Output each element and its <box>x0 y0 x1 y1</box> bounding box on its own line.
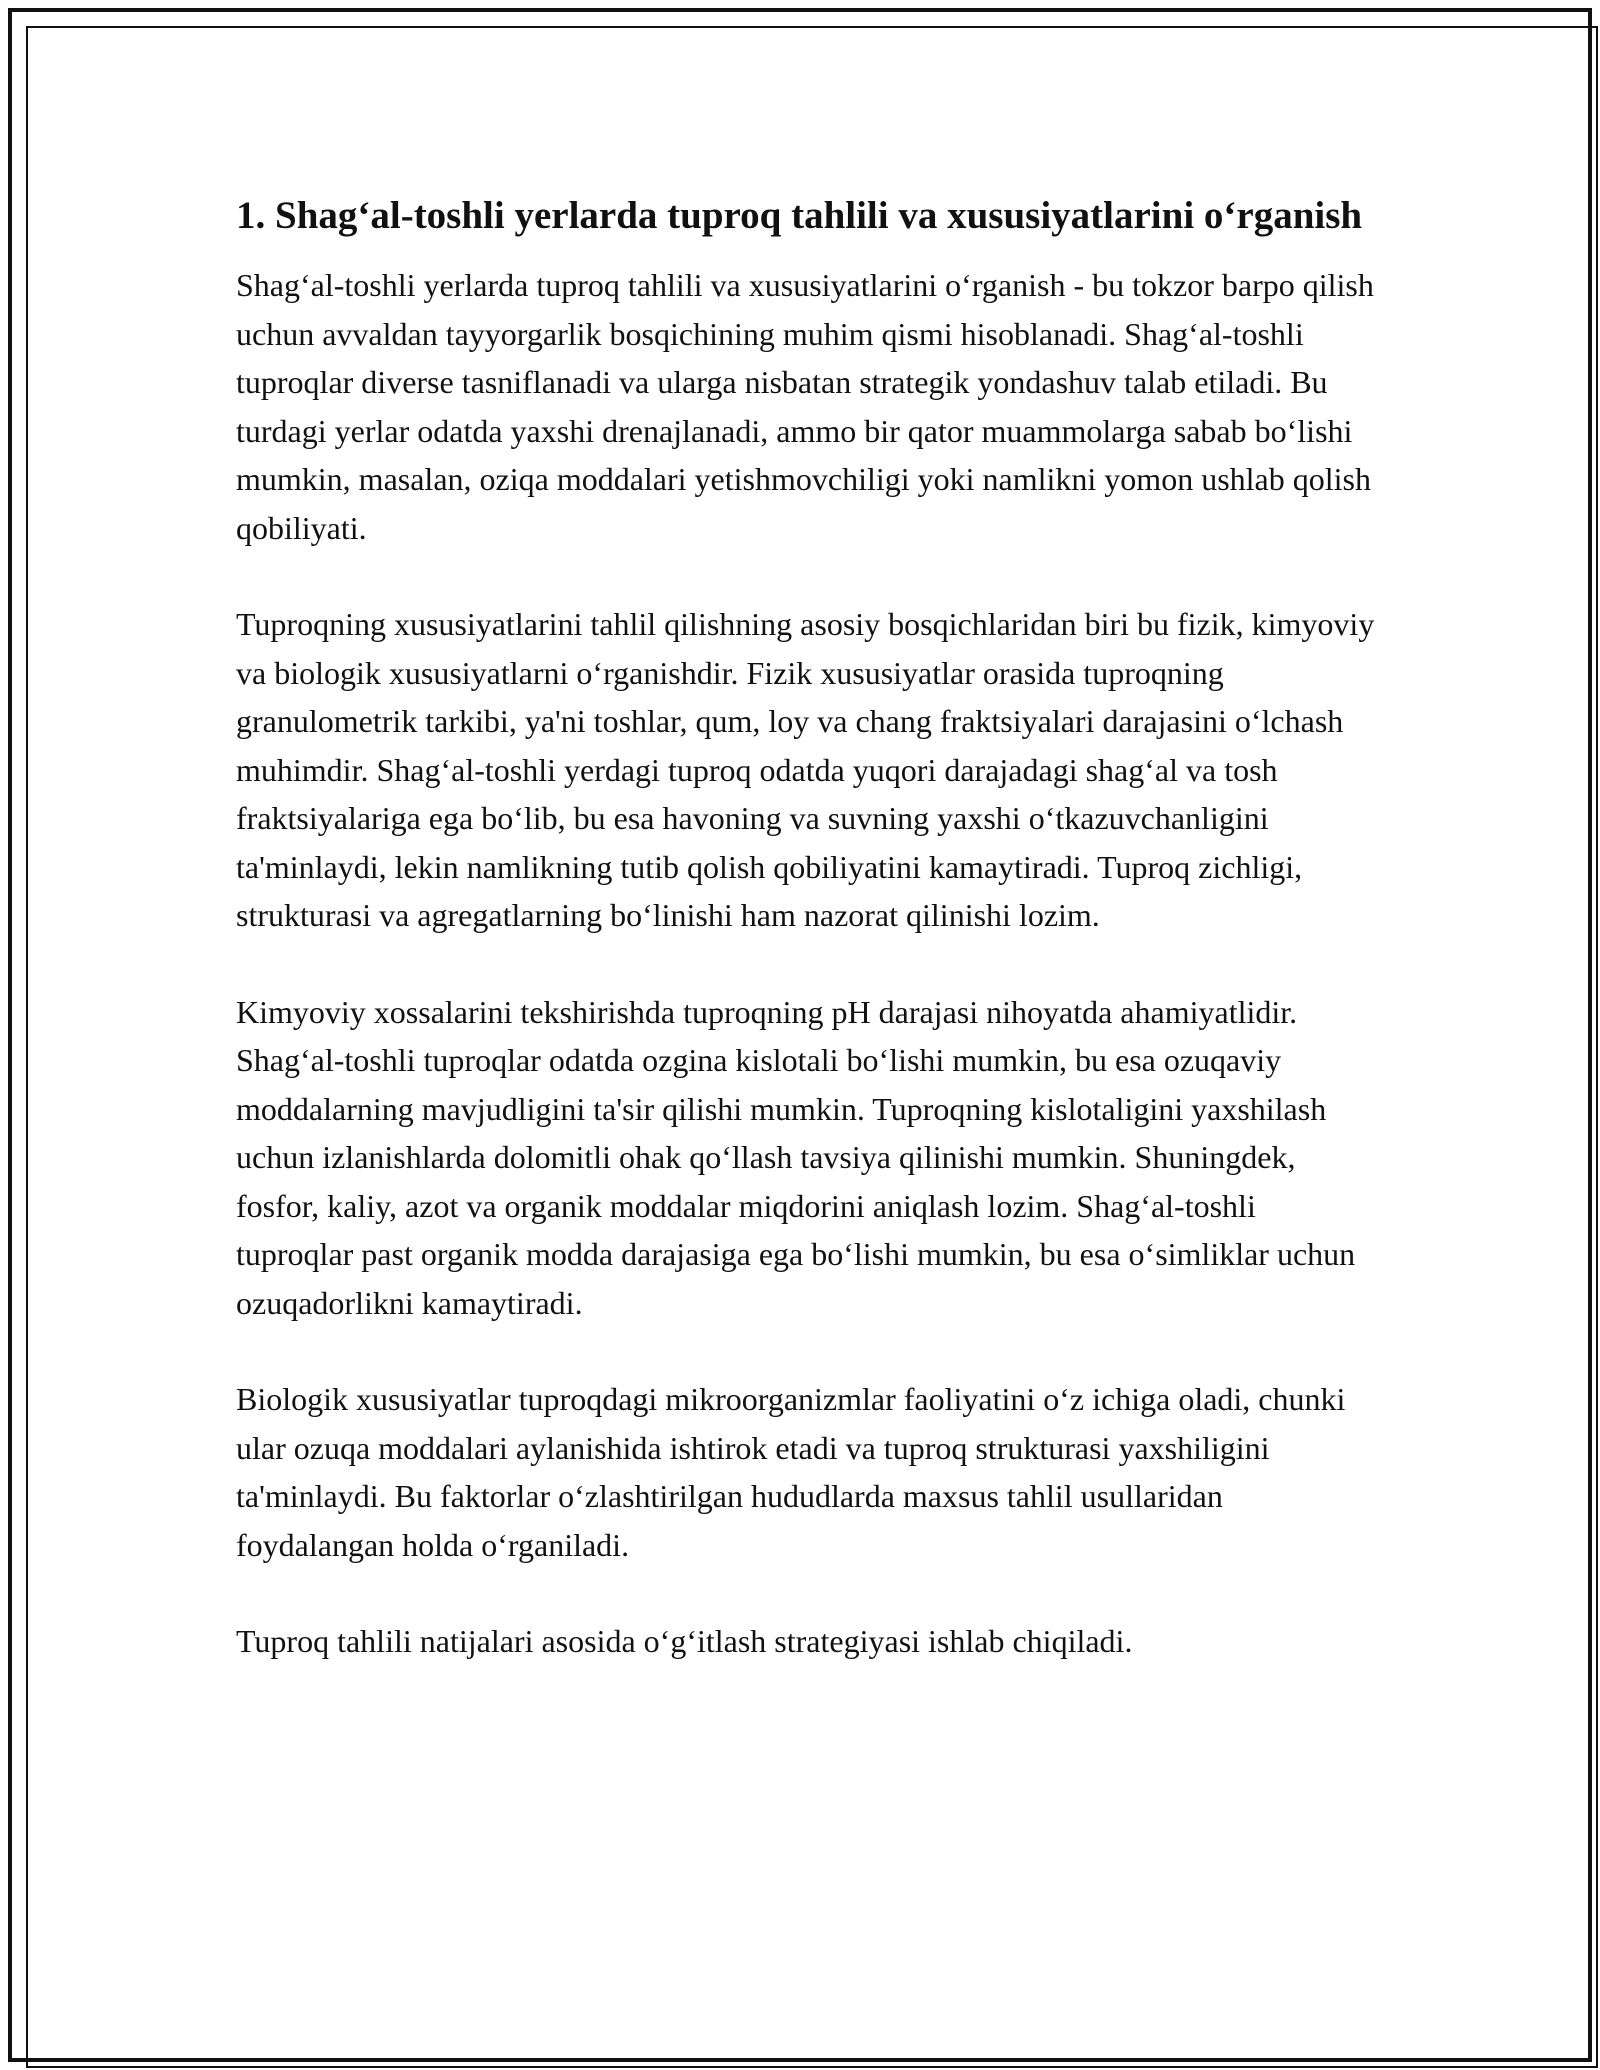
section-title: 1. Shagʻal-toshli yerlarda tuproq tahlili va xususiyatlarini oʻrganish <box>236 194 1363 237</box>
paragraph-intro: Shagʻal-toshli yerlarda tuproq tahlili va xususiyatlarini oʻrganish - bu tokzor barpo qilish uchun avvaldan tayyorgarlik bosqichining muhim qismi hisoblanadi. Shagʻal-toshli tuproqlar diverse tasniflanadi va ularga nisbatan strategik yondashuv talab etiladi. Bu turdagi yerlar odatda yaxshi drenajlanadi, ammo bir qator muammolarga sabab boʻlishi mumkin, masalan, oziqa moddalari yetishmovchiligi yoki namlikni yomon ushlab qolish qobiliyati. <box>236 267 1374 546</box>
paragraph-biological-properties: Biologik xususiyatlar tuproqdagi mikroorganizmlar faoliyatini oʻz ichiga oladi, chunki ular ozuqa moddalari aylanishida ishtirok etadi va tuproq strukturasi yaxshiligini ta'minlaydi. Bu faktorlar oʻzlashtirilgan hududlarda maxsus tahlil usullaridan foydalangan holda oʻrganiladi. <box>236 1381 1346 1563</box>
paragraph-chemical-properties: Kimyoviy xossalarini tekshirishda tuproqning pH darajasi nihoyatda ahamiyatlidir. Shagʻal-toshli tuproqlar odatda ozgina kislotali boʻlishi mumkin, bu esa ozuqaviy moddalarning mavjudligini ta'sir qilishi mumkin. Tuproqning kislotaligini yaxshilash uchun izlanishlarda dolomitli ohak qoʻllash tavsiya qilinishi mumkin. Shuningdek, fosfor, kaliy, azot va organik moddalar miqdorini aniqlash lozim. Shagʻal-toshli tuproqlar past organik modda darajasiga ega boʻlishi mumkin, bu esa oʻsimliklar uchun ozuqadorlikni kamaytiradi. <box>236 993 1356 1321</box>
document-body <box>236 188 1376 1714</box>
paragraph-conclusion: Tuproq tahlili natijalari asosida oʻgʻitlash strategiyasi ishlab chiqiladi. <box>236 1623 1133 1659</box>
paragraph-physical-properties: Tuproqning xususiyatlarini tahlil qilishning asosiy bosqichlaridan biri bu fizik, kimyoviy va biologik xususiyatlarni oʻrganishdir. Fizik xususiyatlar orasida tuproqning granulometrik tarkibi, ya'ni toshlar, qum, loy va chang fraktsiyalari darajasini oʻlchash muhimdir. Shagʻal-toshli yerdagi tuproq odatda yuqori darajadagi shagʻal va tosh fraktsiyalariga ega boʻlib, bu esa havoning va suvning yaxshi oʻtkazuvchanligini ta'minlaydi, lekin namlikning tutib qolish qobiliyatini kamaytiradi. Tuproq zichligi, strukturasi va agregatlarning boʻlinishi ham nazorat qilinishi lozim. <box>236 606 1375 933</box>
